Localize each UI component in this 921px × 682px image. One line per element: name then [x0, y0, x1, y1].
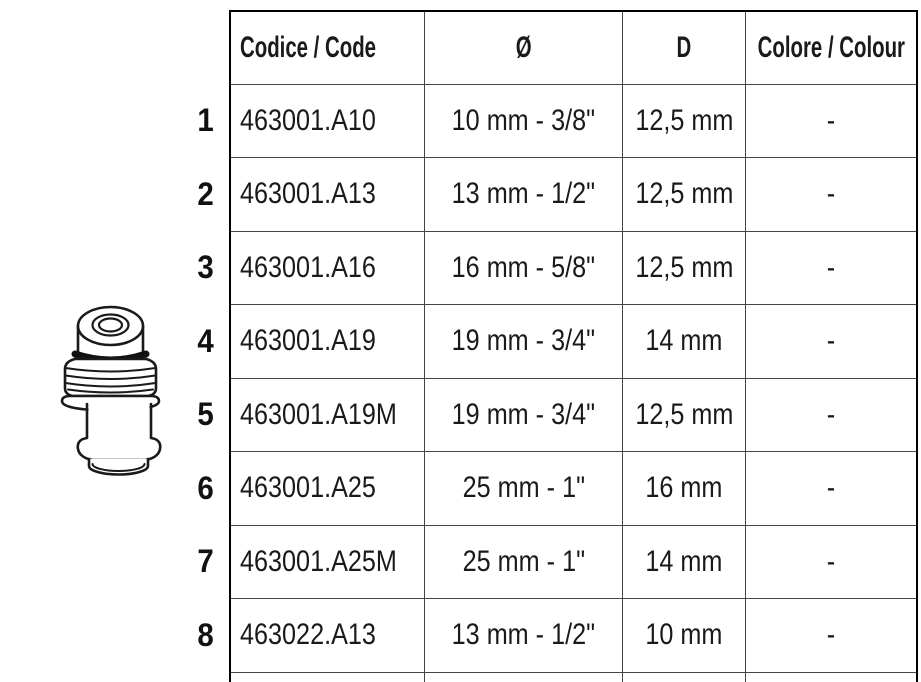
- cell-d: [622, 379, 745, 452]
- row-number-label: 3: [197, 249, 214, 286]
- code-value: 463001.A19: [240, 324, 376, 358]
- row-number-label: 8: [197, 616, 214, 653]
- colour-value: -: [826, 103, 836, 137]
- colour-value: -: [826, 177, 836, 211]
- cell-diameter: [424, 232, 622, 305]
- colour-value: -: [826, 544, 836, 578]
- header-diameter: [424, 12, 622, 84]
- diameter-value: 19 mm - 3/4": [451, 397, 596, 431]
- header-d: [622, 12, 745, 84]
- d-value: 10 mm: [645, 618, 723, 652]
- diameter-value: 16 mm - 5/8": [451, 250, 596, 284]
- cell-d: [622, 599, 745, 672]
- table-row: [231, 231, 916, 305]
- cell-d: [622, 452, 745, 525]
- cell-colour: [745, 526, 916, 599]
- row-number: [150, 452, 214, 526]
- cell-d: [622, 305, 745, 378]
- d-value: 12,5 mm: [634, 397, 734, 431]
- colour-value: -: [826, 397, 836, 431]
- table-row: [231, 304, 916, 378]
- cell-diameter: [424, 526, 622, 599]
- cell-empty: [231, 673, 424, 682]
- cell-code: [231, 599, 424, 672]
- diameter-value: 13 mm - 1/2": [451, 177, 596, 211]
- table-header-row: [231, 12, 916, 84]
- cell-code: [231, 158, 424, 231]
- d-value: 12,5 mm: [634, 103, 734, 137]
- code-value: 463001.A25M: [240, 544, 397, 578]
- cell-diameter: [424, 158, 622, 231]
- cell-colour: [745, 158, 916, 231]
- header-colour: [745, 12, 916, 84]
- row-number: [150, 231, 214, 305]
- code-value: 463001.A13: [240, 177, 376, 211]
- d-value: 12,5 mm: [634, 177, 734, 211]
- row-number: [150, 84, 214, 158]
- diameter-value: 25 mm - 1": [462, 471, 585, 505]
- code-value: 463001.A19M: [240, 397, 397, 431]
- d-value: 16 mm: [645, 471, 723, 505]
- code-value: 463001.A25: [240, 471, 376, 505]
- row-number-label: 7: [197, 543, 214, 580]
- code-value: 463022.A13: [240, 618, 376, 652]
- cell-colour: [745, 452, 916, 525]
- row-number: [150, 378, 214, 452]
- colour-value: -: [826, 618, 836, 652]
- code-value: 463001.A10: [240, 103, 376, 137]
- cell-code: [231, 232, 424, 305]
- threaded-flange: [65, 359, 156, 396]
- table-row: [231, 598, 916, 672]
- cell-diameter: [424, 452, 622, 525]
- code-value: 463001.A16: [240, 250, 376, 284]
- diameter-value: 25 mm - 1": [462, 544, 585, 578]
- cell-diameter: [424, 599, 622, 672]
- cell-colour: [745, 85, 916, 158]
- cell-colour: [745, 599, 916, 672]
- product-table: [229, 10, 918, 682]
- cell-code: [231, 526, 424, 599]
- colour-value: -: [826, 471, 836, 505]
- cell-d: [622, 158, 745, 231]
- cell-empty: [424, 673, 622, 682]
- row-number-label: 4: [197, 322, 214, 359]
- cell-diameter: [424, 379, 622, 452]
- colour-value: -: [826, 250, 836, 284]
- d-value: 12,5 mm: [634, 250, 734, 284]
- diameter-value: 19 mm - 3/4": [451, 324, 596, 358]
- header-d-label: D: [676, 30, 692, 64]
- table-row: [231, 157, 916, 231]
- cell-colour: [745, 305, 916, 378]
- row-number: [150, 525, 214, 599]
- row-number-label: 2: [197, 175, 214, 212]
- cell-diameter: [424, 85, 622, 158]
- cell-d: [622, 232, 745, 305]
- cell-code: [231, 379, 424, 452]
- colour-value: -: [826, 324, 836, 358]
- row-number: [150, 599, 214, 673]
- row-number-label: 6: [197, 469, 214, 506]
- cell-d: [622, 526, 745, 599]
- cell-code: [231, 85, 424, 158]
- diameter-value: 10 mm - 3/8": [451, 103, 596, 137]
- table-row: [231, 451, 916, 525]
- table-row: [231, 84, 916, 158]
- cell-colour: [745, 379, 916, 452]
- cell-d: [622, 85, 745, 158]
- hose-tail: [78, 403, 160, 474]
- header-diameter-label: Ø: [515, 30, 532, 64]
- table-row-partial: [231, 672, 916, 682]
- cell-empty: [745, 673, 916, 682]
- table-row: [231, 378, 916, 452]
- row-number-column: [150, 84, 214, 672]
- header-colour-label: Colore / Colour: [757, 30, 905, 64]
- header-code: [231, 12, 424, 84]
- cell-empty: [622, 673, 745, 682]
- row-number: [150, 305, 214, 379]
- diameter-value: 13 mm - 1/2": [451, 618, 596, 652]
- table-row: [231, 525, 916, 599]
- d-value: 14 mm: [645, 324, 723, 358]
- row-number-label: 1: [197, 102, 214, 139]
- d-value: 14 mm: [645, 544, 723, 578]
- cell-diameter: [424, 305, 622, 378]
- cell-code: [231, 452, 424, 525]
- cell-code: [231, 305, 424, 378]
- header-code-label: Codice / Code: [240, 30, 377, 64]
- cell-colour: [745, 232, 916, 305]
- row-number-label: 5: [197, 396, 214, 433]
- row-number: [150, 158, 214, 232]
